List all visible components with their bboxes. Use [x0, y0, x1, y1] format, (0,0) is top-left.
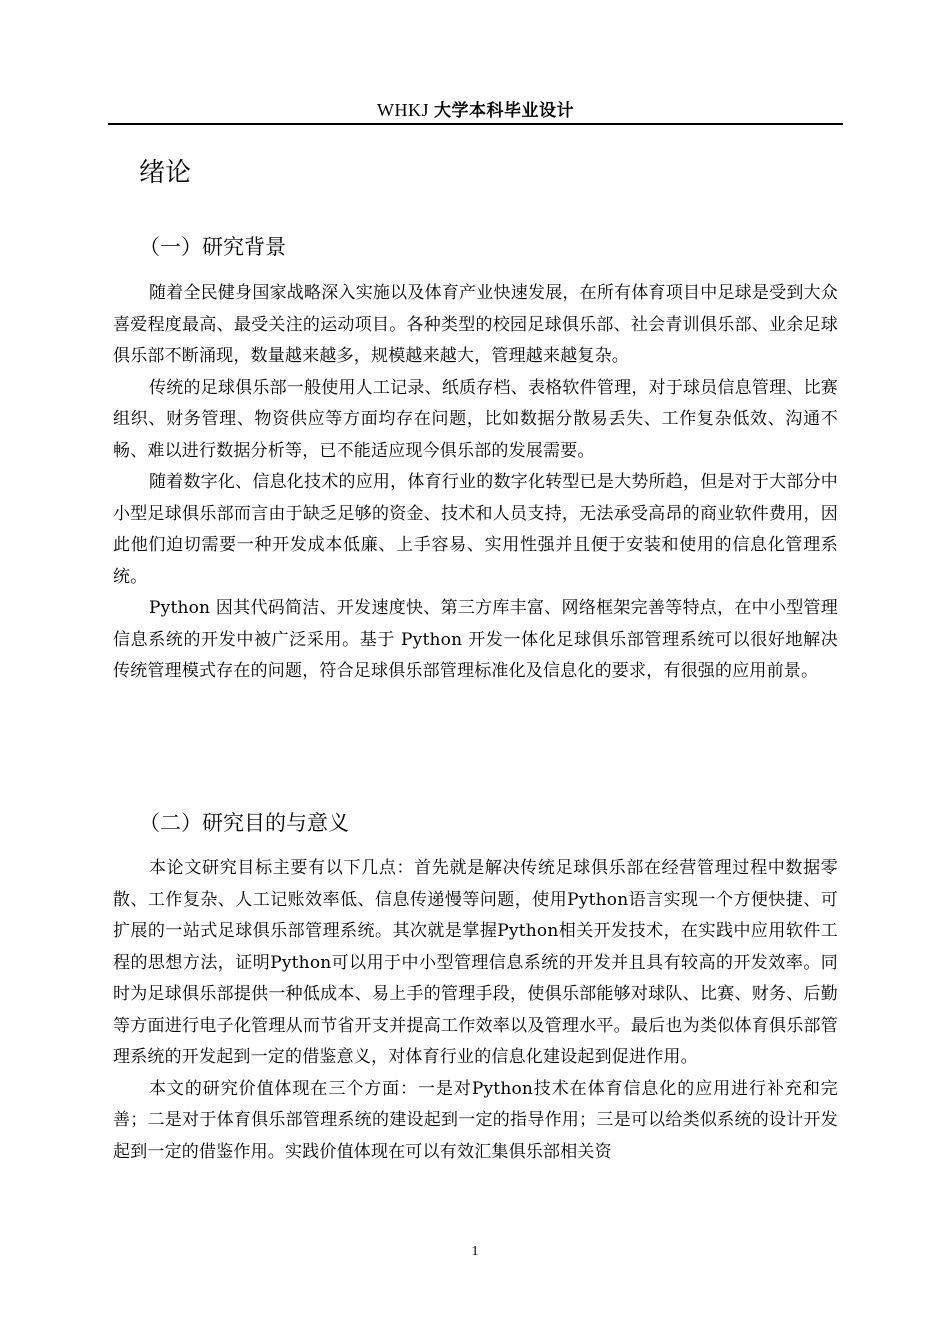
section-body-background [113, 278, 838, 688]
body-paragraph: 传统的足球俱乐部一般使用人工记录、纸质存档、表格软件管理，对于球员信息管理、比赛组织、财务管理、物资供应等方面均存在问题，比如数据分散易丢失、工作复杂低效、沟通不畅、难以进行数据分析等，已不能适应现今俱乐部的发展需要。 [113, 377, 838, 461]
chapter-title: 绪论 [139, 158, 192, 188]
body-paragraph: 本论文研究目标主要有以下几点：首先就是解决传统足球俱乐部在经营管理过程中数据零散、工作复杂、人工记账效率低、信息传递慢等问题，使用Python语言实现一个方便快捷、可扩展的一站式足球俱乐部管理系统。其次就是掌握Python相关开发技术，在实践中应用软件工程的思想方法，证明Python可以用于中小型管理信息系统的开发并且具有较高的开发效率。同时为足球俱乐部提供一种低成本、易上手的管理手段，使俱乐部能够对球队、比赛、财务、后勤等方面进行电子化管理从而节省开支并提高工作效率以及管理水平。最后也为类似体育俱乐部管理系统的开发起到一定的借鉴意义，对体育行业的信息化建设起到促进作用。 [113, 858, 838, 1067]
section-heading-background: （一）研究背景 [139, 235, 286, 259]
page-number: 1 [471, 1244, 479, 1259]
section-body-purpose [113, 853, 838, 1168]
header-divider [108, 123, 843, 125]
page-header [108, 97, 843, 123]
body-paragraph: 本文的研究价值体现在三个方面：一是对Python技术在体育信息化的应用进行补充和完善；二是对于体育俱乐部管理系统的建设起到一定的指导作用；三是可以给类似系统的设计开发起到一定的借鉴作用。实践价值体现在可以有效汇集俱乐部相关资 [113, 1078, 838, 1162]
header-code: WHKJ [377, 100, 429, 120]
body-paragraph: Python 因其代码简洁、开发速度快、第三方库丰富、网络框架完善等特点，在中小型管理信息系统的开发中被广泛采用。基于 Python 开发一体化足球俱乐部管理系统可以很好地解决传统管理模式存在的问题，符合足球俱乐部管理标准化及信息化的要求，有很强的应用前景。 [113, 598, 838, 681]
section-heading-purpose: （二）研究目的与意义 [139, 811, 349, 835]
body-paragraph: 随着数字化、信息化技术的应用，体育行业的数字化转型已是大势所趋，但是对于大部分中小型足球俱乐部而言由于缺乏足够的资金、技术和人员支持，无法承受高昂的商业软件费用，因此他们迫切需要一种开发成本低廉、上手容易、实用性强并且便于安装和使用的信息化管理系统。 [113, 472, 838, 587]
body-paragraph: 随着全民健身国家战略深入实施以及体育产业快速发展，在所有体育项目中足球是受到大众喜爱程度最高、最受关注的运动项目。各种类型的校园足球俱乐部、社会青训俱乐部、业余足球俱乐部不断涌现，数量越来越多，规模越来越大，管理越来越复杂。 [113, 283, 838, 366]
header-title: 大学本科毕业设计 [434, 101, 574, 121]
